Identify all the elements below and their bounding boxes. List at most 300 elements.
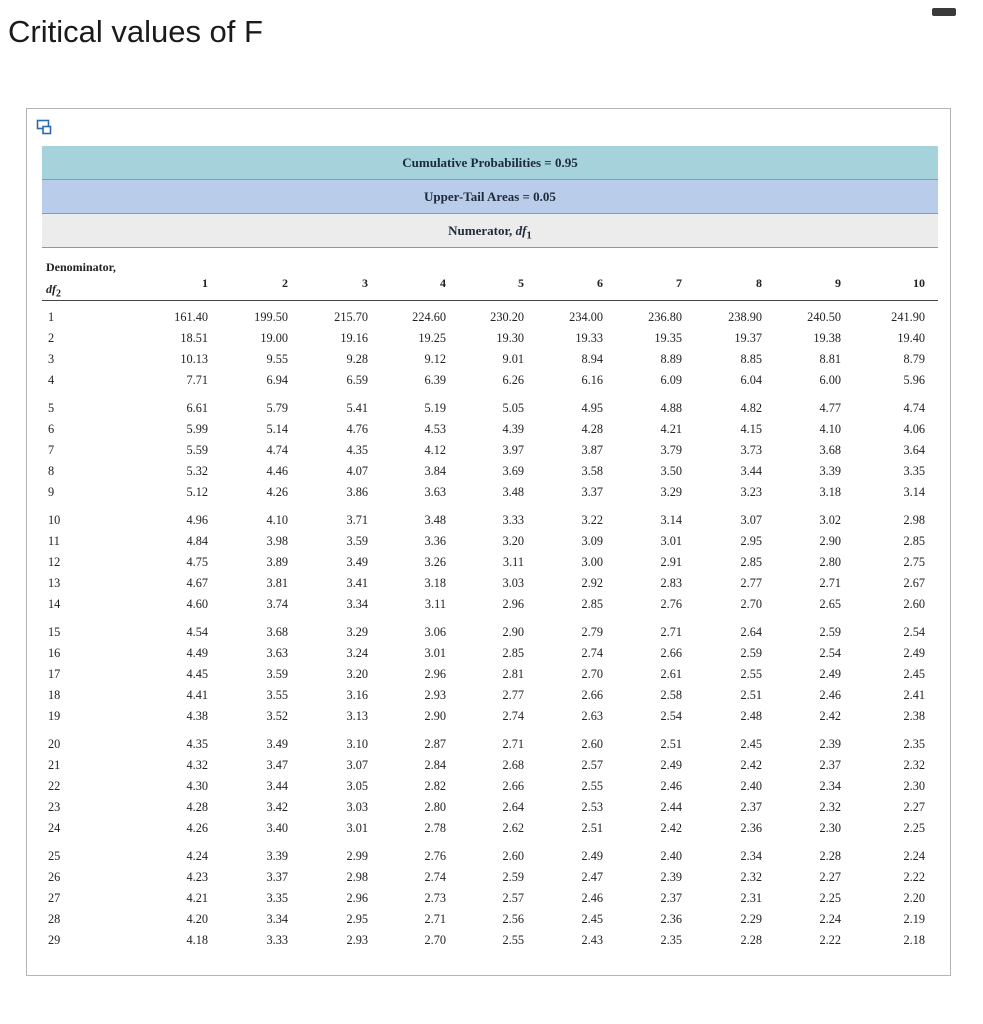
table-cell: 19.33 [575, 331, 603, 345]
table-cell: 2.64 [502, 800, 524, 814]
minimize-icon[interactable] [932, 8, 956, 16]
table-cell: 2.98 [903, 513, 925, 527]
table-cell: 2.37 [660, 891, 682, 905]
table-cell: 2.83 [660, 576, 682, 590]
table-cell: 3.59 [346, 534, 368, 548]
table-cell: 2.19 [903, 912, 925, 926]
table-cell: 2.90 [502, 625, 524, 639]
table-cell: 3.86 [346, 485, 368, 499]
table-cell: 215.70 [334, 310, 368, 324]
table-cell: 2.46 [581, 891, 603, 905]
table-cell: 2.96 [424, 667, 446, 681]
table-cell: 4.45 [186, 667, 208, 681]
table-cell: 3.20 [502, 534, 524, 548]
table-cell: 2.57 [502, 891, 524, 905]
table-cell: 2.74 [581, 646, 603, 660]
table-cell: 2.64 [740, 625, 762, 639]
df-cell: 28 [48, 912, 61, 926]
table-cell: 4.88 [660, 401, 682, 415]
table-cell: 3.29 [346, 625, 368, 639]
numerator-header [42, 214, 938, 248]
table-cell: 3.81 [266, 576, 288, 590]
table-cell: 2.92 [581, 576, 603, 590]
column-number: 7 [676, 276, 682, 290]
table-cell: 2.43 [581, 933, 603, 947]
table-cell: 2.49 [660, 758, 682, 772]
table-cell: 3.63 [266, 646, 288, 660]
table-cell: 2.57 [581, 758, 603, 772]
df-cell: 13 [48, 576, 61, 590]
table-row [42, 706, 938, 727]
table-cell: 3.58 [581, 464, 603, 478]
denominator-sub: 2 [56, 288, 61, 300]
table-cell: 2.32 [740, 870, 762, 884]
table-cell: 2.29 [740, 912, 762, 926]
table-cell: 3.33 [266, 933, 288, 947]
table-cell: 3.34 [346, 597, 368, 611]
table-cell: 7.71 [186, 373, 208, 387]
table-cell: 3.39 [266, 849, 288, 863]
table-cell: 2.47 [581, 870, 603, 884]
table-cell: 4.15 [740, 422, 762, 436]
table-cell: 4.28 [186, 800, 208, 814]
table-cell: 3.84 [424, 464, 446, 478]
table-cell: 2.27 [819, 870, 841, 884]
table-cell: 6.04 [740, 373, 762, 387]
table-cell: 19.00 [260, 331, 288, 345]
table-row [42, 573, 938, 594]
table-cell: 2.96 [502, 597, 524, 611]
df-cell: 6 [48, 422, 55, 436]
table-cell: 2.70 [581, 667, 603, 681]
table-cell: 19.30 [496, 331, 524, 345]
df-cell: 9 [48, 485, 55, 499]
table-row [42, 307, 938, 328]
table-cell: 19.37 [734, 331, 762, 345]
table-cell: 3.14 [660, 513, 682, 527]
df-cell: 24 [48, 821, 61, 835]
table-cell: 2.66 [660, 646, 682, 660]
table-cell: 5.99 [186, 422, 208, 436]
table-cell: 4.26 [266, 485, 288, 499]
table-cell: 2.60 [903, 597, 925, 611]
table-cell: 3.48 [502, 485, 524, 499]
table-cell: 3.23 [740, 485, 762, 499]
table-cell: 234.00 [569, 310, 603, 324]
column-number: 4 [440, 276, 446, 290]
table-cell: 2.62 [502, 821, 524, 835]
table-cell: 2.24 [819, 912, 841, 926]
table-cell: 3.22 [581, 513, 603, 527]
table-cell: 4.26 [186, 821, 208, 835]
table-cell: 4.96 [186, 513, 208, 527]
df-cell: 7 [48, 443, 55, 457]
table-cell: 2.36 [660, 912, 682, 926]
df-cell: 3 [48, 352, 55, 366]
table-cell: 4.46 [266, 464, 288, 478]
table-row [42, 643, 938, 664]
table-cell: 4.18 [186, 933, 208, 947]
table-cell: 3.68 [266, 625, 288, 639]
table-cell: 2.80 [819, 555, 841, 569]
table-cell: 9.55 [266, 352, 288, 366]
table-cell: 2.45 [581, 912, 603, 926]
table-cell: 2.90 [424, 709, 446, 723]
table-cell: 19.38 [813, 331, 841, 345]
table-cell: 6.94 [266, 373, 288, 387]
table-cell: 2.79 [581, 625, 603, 639]
table-cell: 2.96 [346, 891, 368, 905]
table-cell: 2.34 [819, 779, 841, 793]
table-cell: 3.26 [424, 555, 446, 569]
table-cell: 2.46 [660, 779, 682, 793]
table-cell: 4.49 [186, 646, 208, 660]
table-cell: 2.22 [819, 933, 841, 947]
table-cell: 2.24 [903, 849, 925, 863]
df-cell: 17 [48, 667, 61, 681]
table-cell: 3.18 [819, 485, 841, 499]
table-cell: 5.32 [186, 464, 208, 478]
denominator-var: df [46, 282, 56, 296]
table-cell: 2.25 [903, 821, 925, 835]
table-cell: 2.93 [346, 933, 368, 947]
table-cell: 2.28 [740, 933, 762, 947]
df-cell: 23 [48, 800, 61, 814]
df-cell: 1 [48, 310, 55, 324]
table-cell: 2.51 [740, 688, 762, 702]
table-cell: 2.60 [581, 737, 603, 751]
table-row [42, 370, 938, 391]
table-cell: 236.80 [648, 310, 682, 324]
table-cell: 2.85 [903, 534, 925, 548]
table-cell: 2.91 [660, 555, 682, 569]
table-cell: 2.70 [740, 597, 762, 611]
table-row [42, 797, 938, 818]
table-cell: 2.34 [740, 849, 762, 863]
table-cell: 2.63 [581, 709, 603, 723]
table-cell: 4.21 [186, 891, 208, 905]
table-cell: 2.42 [740, 758, 762, 772]
table-cell: 4.74 [266, 443, 288, 457]
denominator-label [46, 256, 116, 305]
table-cell: 3.69 [502, 464, 524, 478]
table-cell: 2.71 [424, 912, 446, 926]
table-cell: 2.36 [740, 821, 762, 835]
table-cell: 9.01 [502, 352, 524, 366]
table-cell: 230.20 [490, 310, 524, 324]
table-cell: 2.66 [502, 779, 524, 793]
table-cell: 4.38 [186, 709, 208, 723]
table-cell: 6.26 [502, 373, 524, 387]
table-cell: 2.51 [660, 737, 682, 751]
table-cell: 4.60 [186, 597, 208, 611]
table-cell: 240.50 [807, 310, 841, 324]
df-cell: 20 [48, 737, 61, 751]
table-cell: 5.41 [346, 401, 368, 415]
table-cell: 3.74 [266, 597, 288, 611]
table-row [42, 482, 938, 503]
table-cell: 2.73 [424, 891, 446, 905]
df-cell: 8 [48, 464, 55, 478]
table-cell: 2.49 [819, 667, 841, 681]
table-cell: 2.77 [502, 688, 524, 702]
table-cell: 238.90 [728, 310, 762, 324]
table-row [42, 328, 938, 349]
table-cell: 3.18 [424, 576, 446, 590]
table-cell: 3.35 [266, 891, 288, 905]
table-cell: 5.19 [424, 401, 446, 415]
table-cell: 2.59 [502, 870, 524, 884]
df-cell: 22 [48, 779, 61, 793]
table-cell: 3.49 [346, 555, 368, 569]
table-cell: 3.06 [424, 625, 446, 639]
table-row [42, 734, 938, 755]
table-cell: 2.67 [903, 576, 925, 590]
table-cell: 9.12 [424, 352, 446, 366]
table-cell: 2.76 [660, 597, 682, 611]
upper-tail-header: Upper-Tail Areas = 0.05 [42, 180, 938, 214]
table-row [42, 398, 938, 419]
table-cell: 3.73 [740, 443, 762, 457]
table-cell: 5.05 [502, 401, 524, 415]
table-cell: 2.45 [903, 667, 925, 681]
table-cell: 4.35 [186, 737, 208, 751]
table-cell: 3.16 [346, 688, 368, 702]
table-cell: 3.44 [740, 464, 762, 478]
table-cell: 2.81 [502, 667, 524, 681]
table-cell: 4.06 [903, 422, 925, 436]
table-cell: 2.38 [903, 709, 925, 723]
table-cell: 3.10 [346, 737, 368, 751]
table-cell: 2.40 [660, 849, 682, 863]
table-cell: 2.75 [903, 555, 925, 569]
table-cell: 3.24 [346, 646, 368, 660]
df-cell: 4 [48, 373, 55, 387]
table-cell: 2.71 [502, 737, 524, 751]
table-cell: 2.95 [346, 912, 368, 926]
table-cell: 3.05 [346, 779, 368, 793]
table-row [42, 685, 938, 706]
table-cell: 224.60 [412, 310, 446, 324]
table-cell: 6.00 [819, 373, 841, 387]
table-cell: 2.39 [660, 870, 682, 884]
table-cell: 2.49 [581, 849, 603, 863]
table-cell: 19.16 [340, 331, 368, 345]
numerator-sub: 1 [526, 229, 532, 242]
table-row [42, 594, 938, 615]
table-cell: 4.41 [186, 688, 208, 702]
table-cell: 2.93 [424, 688, 446, 702]
table-cell: 2.85 [740, 555, 762, 569]
table-row [42, 419, 938, 440]
df-cell: 19 [48, 709, 61, 723]
table-cell: 19.40 [897, 331, 925, 345]
df-cell: 18 [48, 688, 61, 702]
table-row [42, 622, 938, 643]
table-cell: 2.85 [581, 597, 603, 611]
df-cell: 5 [48, 401, 55, 415]
table-cell: 4.30 [186, 779, 208, 793]
table-cell: 3.07 [346, 758, 368, 772]
table-cell: 4.39 [502, 422, 524, 436]
table-cell: 2.22 [903, 870, 925, 884]
expand-icon[interactable] [36, 119, 52, 135]
table-cell: 3.33 [502, 513, 524, 527]
df-cell: 15 [48, 625, 61, 639]
table-row [42, 846, 938, 867]
table-cell: 5.12 [186, 485, 208, 499]
table-cell: 3.29 [660, 485, 682, 499]
table-cell: 3.50 [660, 464, 682, 478]
df-cell: 12 [48, 555, 61, 569]
table-cell: 3.98 [266, 534, 288, 548]
table-row [42, 440, 938, 461]
column-number: 3 [362, 276, 368, 290]
table-cell: 9.28 [346, 352, 368, 366]
table-cell: 2.32 [903, 758, 925, 772]
table-row [42, 531, 938, 552]
table-cell: 3.59 [266, 667, 288, 681]
table-cell: 5.14 [266, 422, 288, 436]
table-cell: 5.96 [903, 373, 925, 387]
table-cell: 2.84 [424, 758, 446, 772]
table-cell: 3.42 [266, 800, 288, 814]
table-cell: 3.97 [502, 443, 524, 457]
table-row [42, 909, 938, 930]
table-cell: 241.90 [891, 310, 925, 324]
table-cell: 2.59 [740, 646, 762, 660]
table-cell: 18.51 [180, 331, 208, 345]
table-cell: 3.41 [346, 576, 368, 590]
table-cell: 3.47 [266, 758, 288, 772]
table-cell: 3.89 [266, 555, 288, 569]
table-cell: 3.44 [266, 779, 288, 793]
table-cell: 2.77 [740, 576, 762, 590]
table-cell: 2.18 [903, 933, 925, 947]
table-cell: 8.79 [903, 352, 925, 366]
table-cell: 4.23 [186, 870, 208, 884]
table-cell: 161.40 [174, 310, 208, 324]
table-cell: 2.44 [660, 800, 682, 814]
table-cell: 19.25 [418, 331, 446, 345]
df-cell: 11 [48, 534, 60, 548]
table-cell: 3.37 [266, 870, 288, 884]
table-cell: 3.00 [581, 555, 603, 569]
table-cell: 2.55 [502, 933, 524, 947]
df-cell: 21 [48, 758, 61, 772]
table-cell: 8.94 [581, 352, 603, 366]
numerator-var: df [515, 223, 527, 238]
cumulative-probability-header: Cumulative Probabilities = 0.95 [42, 146, 938, 180]
table-cell: 2.95 [740, 534, 762, 548]
table-cell: 5.59 [186, 443, 208, 457]
table-row [42, 755, 938, 776]
table-cell: 4.20 [186, 912, 208, 926]
table-cell: 2.98 [346, 870, 368, 884]
table-cell: 4.76 [346, 422, 368, 436]
table-cell: 3.63 [424, 485, 446, 499]
table-cell: 2.80 [424, 800, 446, 814]
table-row [42, 461, 938, 482]
df-cell: 27 [48, 891, 61, 905]
table-cell: 2.53 [581, 800, 603, 814]
table-cell: 2.30 [903, 779, 925, 793]
table-cell: 3.48 [424, 513, 446, 527]
table-cell: 2.54 [903, 625, 925, 639]
table-row [42, 510, 938, 531]
table-cell: 10.13 [180, 352, 208, 366]
table-cell: 2.68 [502, 758, 524, 772]
table-cell: 3.01 [660, 534, 682, 548]
table-cell: 6.09 [660, 373, 682, 387]
table-cell: 3.13 [346, 709, 368, 723]
table-cell: 2.32 [819, 800, 841, 814]
table-cell: 3.20 [346, 667, 368, 681]
table-cell: 3.71 [346, 513, 368, 527]
table-cell: 3.49 [266, 737, 288, 751]
table-cell: 2.28 [819, 849, 841, 863]
column-header-row [42, 248, 938, 301]
table-cell: 2.31 [740, 891, 762, 905]
table-cell: 2.78 [424, 821, 446, 835]
table-cell: 3.03 [502, 576, 524, 590]
table-cell: 8.81 [819, 352, 841, 366]
table-frame [26, 108, 951, 976]
table-cell: 2.58 [660, 688, 682, 702]
table-cell: 4.67 [186, 576, 208, 590]
table-cell: 3.01 [346, 821, 368, 835]
table-row [42, 818, 938, 839]
table-cell: 3.02 [819, 513, 841, 527]
table-cell: 6.59 [346, 373, 368, 387]
table-cell: 4.53 [424, 422, 446, 436]
table-cell: 4.82 [740, 401, 762, 415]
table-cell: 3.14 [903, 485, 925, 499]
denominator-text: Denominator, [46, 260, 116, 274]
table-cell: 2.56 [502, 912, 524, 926]
table-cell: 4.77 [819, 401, 841, 415]
table-row [42, 664, 938, 685]
table-cell: 2.55 [740, 667, 762, 681]
table-cell: 8.89 [660, 352, 682, 366]
df-cell: 10 [48, 513, 61, 527]
column-number: 10 [913, 276, 925, 290]
table-cell: 2.65 [819, 597, 841, 611]
table-cell: 6.16 [581, 373, 603, 387]
table-cell: 2.49 [903, 646, 925, 660]
table-cell: 2.90 [819, 534, 841, 548]
table-row [42, 776, 938, 797]
table-cell: 4.84 [186, 534, 208, 548]
table-cell: 4.75 [186, 555, 208, 569]
table-cell: 2.55 [581, 779, 603, 793]
table-cell: 2.20 [903, 891, 925, 905]
table-cell: 2.48 [740, 709, 762, 723]
table-cell: 2.39 [819, 737, 841, 751]
table-row [42, 867, 938, 888]
table-cell: 3.55 [266, 688, 288, 702]
table-cell: 2.71 [660, 625, 682, 639]
table-cell: 2.54 [660, 709, 682, 723]
table-cell: 4.10 [266, 513, 288, 527]
column-number: 6 [597, 276, 603, 290]
table-cell: 4.95 [581, 401, 603, 415]
table-cell: 3.35 [903, 464, 925, 478]
table-cell: 3.03 [346, 800, 368, 814]
table-cell: 2.74 [502, 709, 524, 723]
table-cell: 4.35 [346, 443, 368, 457]
table-cell: 2.66 [581, 688, 603, 702]
